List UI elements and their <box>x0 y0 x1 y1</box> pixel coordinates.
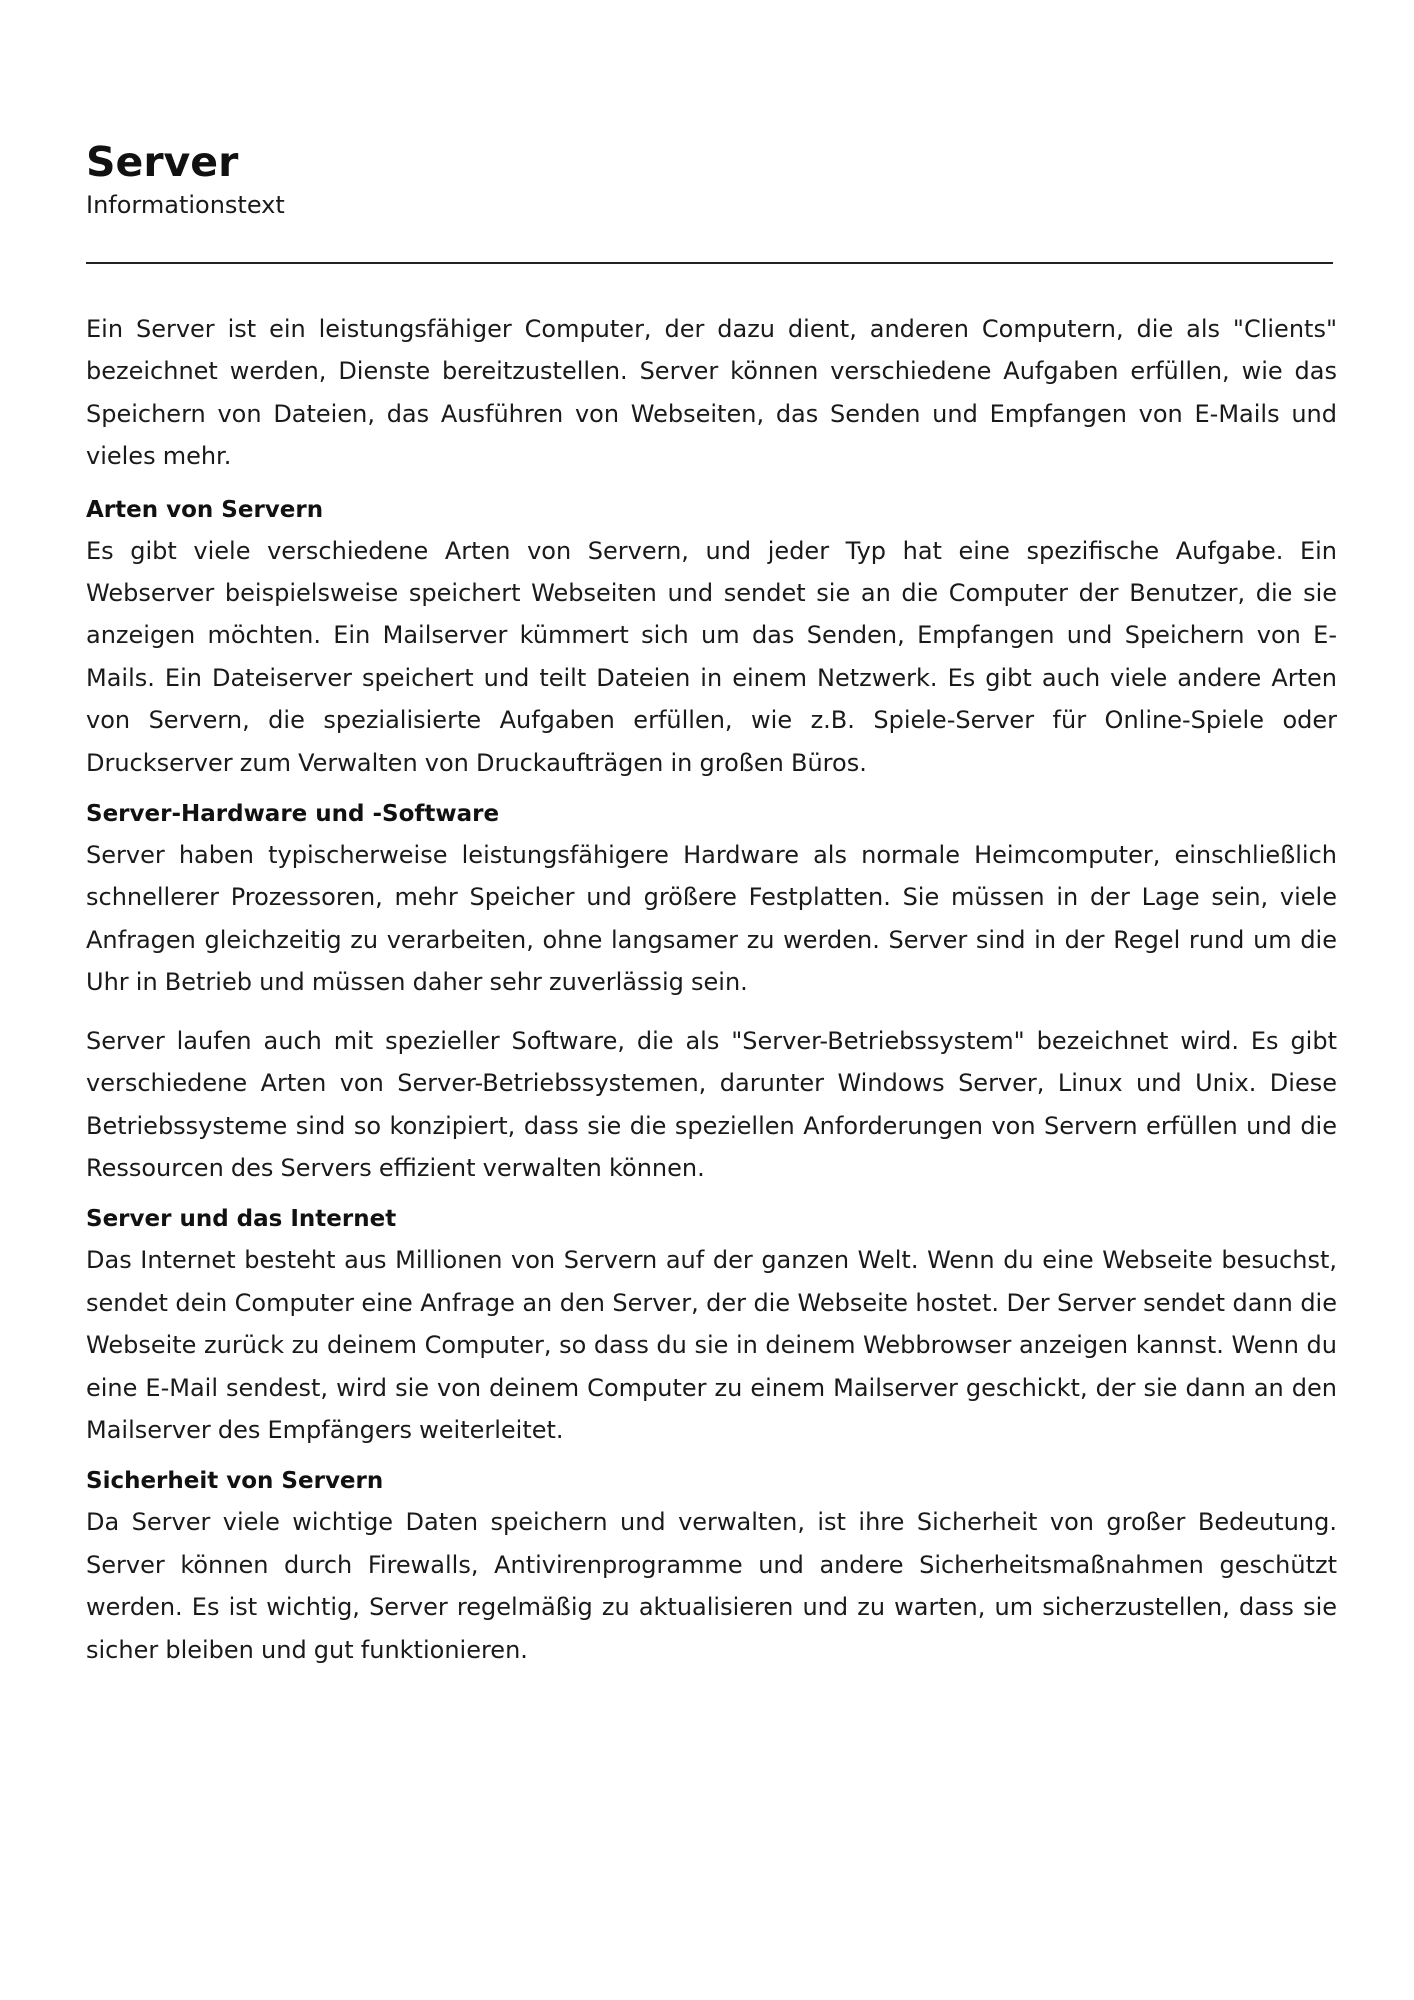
section-paragraph: Da Server viele wichtige Daten speichern und verwalten, ist ihre Sicherheit von großer Bedeutung. Server können durch Firewalls, Antivirenprogramme und andere Sicherheitsmaßnahmen geschützt werden. Es ist wichtig, Server regelmäßig zu aktualisieren und zu warten, um sicherzustellen, dass sie sicher bleiben und gut funktionieren. <box>86 1508 1337 1664</box>
page-title: Server <box>86 138 239 186</box>
section-paragraph: Server laufen auch mit spezieller Software, die als "Server-Betriebssystem" bezeichnet wird. Es gibt verschiedene Arten von Server-Betriebssystemen, darunter Windows Server, Linux und Unix. Diese Betriebssysteme sind so konzipiert, dass sie die speziellen Anforderungen von Servern erfüllen und die Ressourcen des Servers effizient verwalten können. <box>86 1026 1337 1182</box>
document-content <box>86 308 1337 1671</box>
section-heading: Arten von Servern <box>86 496 324 523</box>
section-server-hardware-software <box>86 798 1337 1189</box>
intro-paragraph: Ein Server ist ein leistungsfähiger Computer, der dazu dient, anderen Computern, die als "Clients" bezeichnet werden, Dienste bereitzustellen. Server können verschiedene Aufgaben erfüllen, wie das Speichern von Dateien, das Ausführen von Webseiten, das Senden und Empfangen von E-Mails und vieles mehr. <box>86 315 1337 471</box>
section-server-und-internet <box>86 1203 1337 1451</box>
section-paragraph: Es gibt viele verschiedene Arten von Servern, und jeder Typ hat eine spezifische Aufgabe. Ein Webserver beispielsweise speichert Webseiten und sendet sie an die Computer der Benutzer, die sie anzeigen möchten. Ein Mailserver kümmert sich um das Senden, Empfangen und Speichern von E-Mails. Ein Dateiserver speichert und teilt Dateien in einem Netzwerk. Es gibt auch viele andere Arten von Servern, die spezialisierte Aufgaben erfüllen, wie z.B. Spiele-Server für Online-Spiele oder Druckserver zum Verwalten von Druckaufträgen in großen Büros. <box>86 536 1337 777</box>
page-subtitle: Informationstext <box>86 191 285 219</box>
document-page <box>86 138 1337 1681</box>
section-sicherheit-von-servern <box>86 1465 1337 1671</box>
section-heading: Server-Hardware und -Software <box>86 801 500 828</box>
section-heading: Sicherheit von Servern <box>86 1468 384 1495</box>
title-divider <box>86 262 1333 264</box>
section-arten-von-servern <box>86 494 1337 784</box>
section-paragraph: Server haben typischerweise leistungsfähigere Hardware als normale Heimcomputer, einschließlich schnellerer Prozessoren, mehr Speicher und größere Festplatten. Sie müssen in der Lage sein, viele Anfragen gleichzeitig zu verarbeiten, ohne langsamer zu werden. Server sind in der Regel rund um die Uhr in Betrieb und müssen daher sehr zuverlässig sein. <box>86 841 1337 997</box>
section-paragraph: Das Internet besteht aus Millionen von Servern auf der ganzen Welt. Wenn du eine Webseite besuchst, sendet dein Computer eine Anfrage an den Server, der die Webseite hostet. Der Server sendet dann die Webseite zurück zu deinem Computer, so dass du sie in deinem Webbrowser anzeigen kannst. Wenn du eine E-Mail sendest, wird sie von deinem Computer zu einem Mailserver geschickt, der sie dann an den Mailserver des Empfängers weiterleitet. <box>86 1246 1337 1444</box>
section-heading: Server und das Internet <box>86 1206 397 1233</box>
